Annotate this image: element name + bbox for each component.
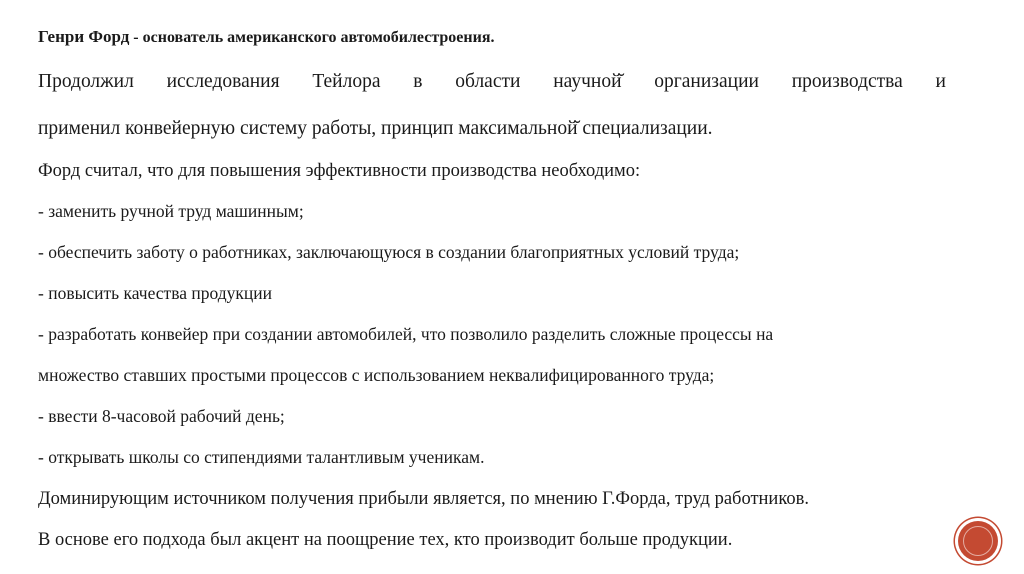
list-item-continuation: множество ставших простыми процессов с использованием неквалифицированного труда; xyxy=(38,365,715,385)
paragraph-line-1: Продолжил исследования Тейлора в области научной̆ организации производства и xyxy=(38,71,946,92)
list-item: - открывать школы со стипендиями талантливым ученикам. xyxy=(38,447,485,467)
conclusion-line-1: Доминирующим источником получения прибыли является, по мнению Г.Форда, труд работников. xyxy=(38,489,809,509)
decorative-circle-ring xyxy=(963,526,993,556)
list-item: - заменить ручной труд машинным; xyxy=(38,201,304,221)
conclusion-line-2: В основе его подхода был акцент на поощрение тех, кто производит больше продукции. xyxy=(38,530,733,550)
list-item: - повысить качества продукции xyxy=(38,283,272,303)
intro-text: Форд считал, что для повышения эффективности производства необходимо: xyxy=(38,161,641,181)
list-item: - ввести 8-часовой рабочий день; xyxy=(38,406,285,426)
list-item: - разработать конвейер при создании автомобилей, что позволило разделить сложные процессы на xyxy=(38,324,774,344)
slide-heading xyxy=(38,28,494,46)
decorative-circle-icon xyxy=(958,521,998,561)
heading-subtitle: - основатель американского автомобилестроения. xyxy=(129,29,495,46)
list-item: - обеспечить заботу о работниках, заключающуюся в создании благоприятных условий труда; xyxy=(38,242,740,262)
heading-name: Генри Форд xyxy=(38,27,130,46)
paragraph-line-2: применил конвейерную систему работы, принцип максимальной̆ специализации. xyxy=(38,118,713,139)
